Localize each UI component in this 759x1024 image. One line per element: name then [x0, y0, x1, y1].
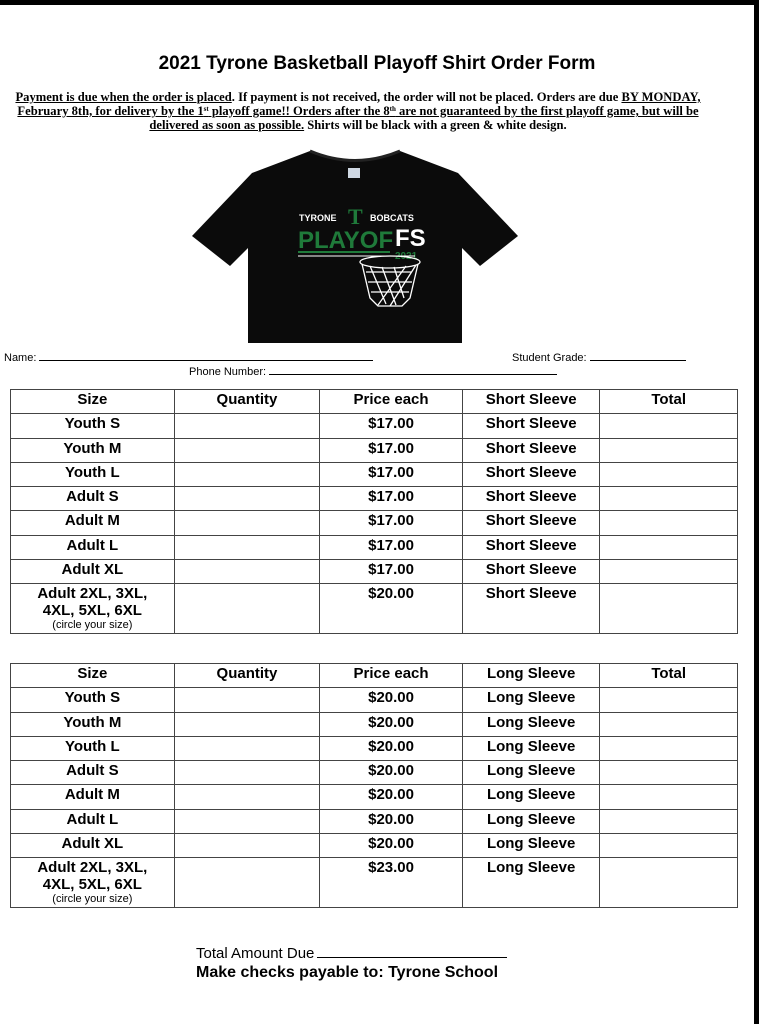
price-cell: $20.00 [320, 785, 463, 809]
size-cell: Youth M [11, 712, 175, 736]
table-row [11, 560, 738, 584]
size-cell: Youth M [11, 438, 175, 462]
total-amount-due-label: Total Amount Due [196, 945, 315, 962]
table-row [11, 858, 738, 908]
total-cell[interactable] [600, 584, 738, 634]
quantity-header: Quantity [174, 664, 320, 688]
sleeve-cell: Long Sleeve [462, 858, 600, 908]
shirt-right-word: BOBCATS [370, 213, 414, 223]
shirt-big-word-a: PLAYOF [298, 227, 394, 254]
order-form-page [0, 5, 754, 1024]
quantity-cell[interactable] [174, 736, 320, 760]
price-cell: $20.00 [320, 809, 463, 833]
size-header: Size [11, 664, 175, 688]
short-sleeve-table [10, 389, 738, 634]
quantity-cell[interactable] [174, 761, 320, 785]
sleeve-cell: Short Sleeve [462, 560, 600, 584]
size-cell: Adult L [11, 809, 175, 833]
sleeve-cell: Long Sleeve [462, 785, 600, 809]
table-row [11, 712, 738, 736]
shirt-left-word: TYRONE [299, 213, 337, 223]
total-header: Total [600, 390, 738, 414]
tag-icon [348, 168, 360, 178]
price-cell: $17.00 [320, 511, 463, 535]
student-grade-field[interactable] [512, 351, 686, 364]
size-cell: Adult M [11, 785, 175, 809]
intro-text: . If payment is not received, the order will not be placed. Orders are due [231, 90, 622, 104]
size-cell: Adult XL [11, 560, 175, 584]
sleeve-cell: Short Sleeve [462, 511, 600, 535]
sleeve-cell: Short Sleeve [462, 487, 600, 511]
price-cell: $20.00 [320, 712, 463, 736]
shirt-big-word-b: FS [395, 225, 426, 252]
price-cell: $20.00 [320, 736, 463, 760]
circle-size-note: (circle your size) [52, 893, 133, 906]
quantity-cell[interactable] [174, 535, 320, 559]
price-header: Price each [320, 664, 463, 688]
total-cell[interactable] [600, 809, 738, 833]
sleeve-cell: Short Sleeve [462, 584, 600, 634]
sleeve-cell: Long Sleeve [462, 834, 600, 858]
price-cell: $20.00 [320, 761, 463, 785]
total-cell[interactable] [600, 462, 738, 486]
sleeve-cell: Short Sleeve [462, 462, 600, 486]
sleeve-cell: Long Sleeve [462, 712, 600, 736]
quantity-cell[interactable] [174, 584, 320, 634]
quantity-cell[interactable] [174, 560, 320, 584]
quantity-cell[interactable] [174, 438, 320, 462]
sleeve-cell: Long Sleeve [462, 688, 600, 712]
total-cell[interactable] [600, 688, 738, 712]
quantity-cell[interactable] [174, 809, 320, 833]
table-row [11, 761, 738, 785]
quantity-header: Quantity [174, 390, 320, 414]
total-amount-due-field[interactable] [196, 945, 507, 962]
price-cell: $23.00 [320, 858, 463, 908]
name-label: Name: [4, 352, 37, 364]
size-cell: Adult S [11, 761, 175, 785]
size-header: Size [11, 390, 175, 414]
size-cell: Adult XL [11, 834, 175, 858]
size-cell: Youth L [11, 736, 175, 760]
total-cell[interactable] [600, 535, 738, 559]
price-cell: $20.00 [320, 688, 463, 712]
table-row [11, 487, 738, 511]
shirt-year: 2021 [395, 251, 418, 262]
table-row [11, 462, 738, 486]
checks-payable-note: Make checks payable to: Tyrone School [196, 964, 499, 981]
sleeve-header: Long Sleeve [462, 664, 600, 688]
table-row [11, 785, 738, 809]
total-cell[interactable] [600, 487, 738, 511]
quantity-cell[interactable] [174, 414, 320, 438]
table-row [11, 438, 738, 462]
total-cell[interactable] [600, 785, 738, 809]
long-sleeve-table [10, 663, 738, 908]
size-cell: Adult L [11, 535, 175, 559]
total-cell[interactable] [600, 438, 738, 462]
price-cell: $17.00 [320, 438, 463, 462]
table-header-row [11, 390, 738, 414]
total-cell[interactable] [600, 761, 738, 785]
sleeve-cell: Short Sleeve [462, 535, 600, 559]
total-cell[interactable] [600, 511, 738, 535]
table-row [11, 834, 738, 858]
price-cell: $17.00 [320, 560, 463, 584]
total-cell[interactable] [600, 414, 738, 438]
quantity-cell[interactable] [174, 511, 320, 535]
size-cell: Adult 2XL, 3XL, 4XL, 5XL, 6XL (circle your size) [11, 858, 175, 908]
table-row [11, 584, 738, 634]
total-cell[interactable] [600, 858, 738, 908]
quantity-cell[interactable] [174, 834, 320, 858]
quantity-cell[interactable] [174, 487, 320, 511]
price-cell: $20.00 [320, 584, 463, 634]
total-cell[interactable] [600, 712, 738, 736]
size-cell: Youth S [11, 414, 175, 438]
sleeve-header: Short Sleeve [462, 390, 600, 414]
sleeve-cell: Short Sleeve [462, 438, 600, 462]
size-cell: Youth L [11, 462, 175, 486]
phone-number-field[interactable] [189, 365, 557, 378]
price-cell: $20.00 [320, 834, 463, 858]
size-cell: Adult M [11, 511, 175, 535]
price-cell: $17.00 [320, 462, 463, 486]
sleeve-cell: Long Sleeve [462, 761, 600, 785]
intro-shirt-note: Shirts will be black with a green & white design. [304, 118, 567, 132]
phone-number-label: Phone Number: [189, 366, 267, 378]
intro-payment-due: Payment is due when the order is placed [15, 90, 232, 104]
table-row [11, 736, 738, 760]
table-row [11, 535, 738, 559]
sleeve-cell: Short Sleeve [462, 414, 600, 438]
student-grade-label: Student Grade: [512, 352, 587, 364]
total-header: Total [600, 664, 738, 688]
price-cell: $17.00 [320, 535, 463, 559]
table-header-row [11, 664, 738, 688]
circle-size-note: (circle your size) [52, 619, 133, 632]
quantity-cell[interactable] [174, 785, 320, 809]
quantity-cell[interactable] [174, 462, 320, 486]
table-row [11, 414, 738, 438]
size-cell: Youth S [11, 688, 175, 712]
sleeve-cell: Long Sleeve [462, 809, 600, 833]
shirt-monogram: T [348, 204, 363, 229]
intro-deadline: BY MONDAY, February 8th, for delivery by the 1st playoff game!! Orders after the 8th are not guaranteed by the first playoff game, but will be delivered as soon as possible. [17, 90, 701, 132]
price-header: Price each [320, 390, 463, 414]
quantity-cell[interactable] [174, 712, 320, 736]
total-cell[interactable] [600, 560, 738, 584]
intro-paragraph [8, 90, 708, 132]
price-cell: $17.00 [320, 487, 463, 511]
price-cell: $17.00 [320, 414, 463, 438]
quantity-cell[interactable] [174, 858, 320, 908]
tshirt-image [190, 148, 520, 343]
sleeve-cell: Long Sleeve [462, 736, 600, 760]
page-title: 2021 Tyrone Basketball Playoff Shirt Order Form [158, 53, 596, 74]
name-field[interactable] [4, 351, 373, 364]
size-cell: Adult S [11, 487, 175, 511]
total-cell[interactable] [600, 736, 738, 760]
quantity-cell[interactable] [174, 688, 320, 712]
table-row [11, 511, 738, 535]
total-cell[interactable] [600, 834, 738, 858]
size-cell: Adult 2XL, 3XL, 4XL, 5XL, 6XL (circle your size) [11, 584, 175, 634]
table-row [11, 688, 738, 712]
table-row [11, 809, 738, 833]
